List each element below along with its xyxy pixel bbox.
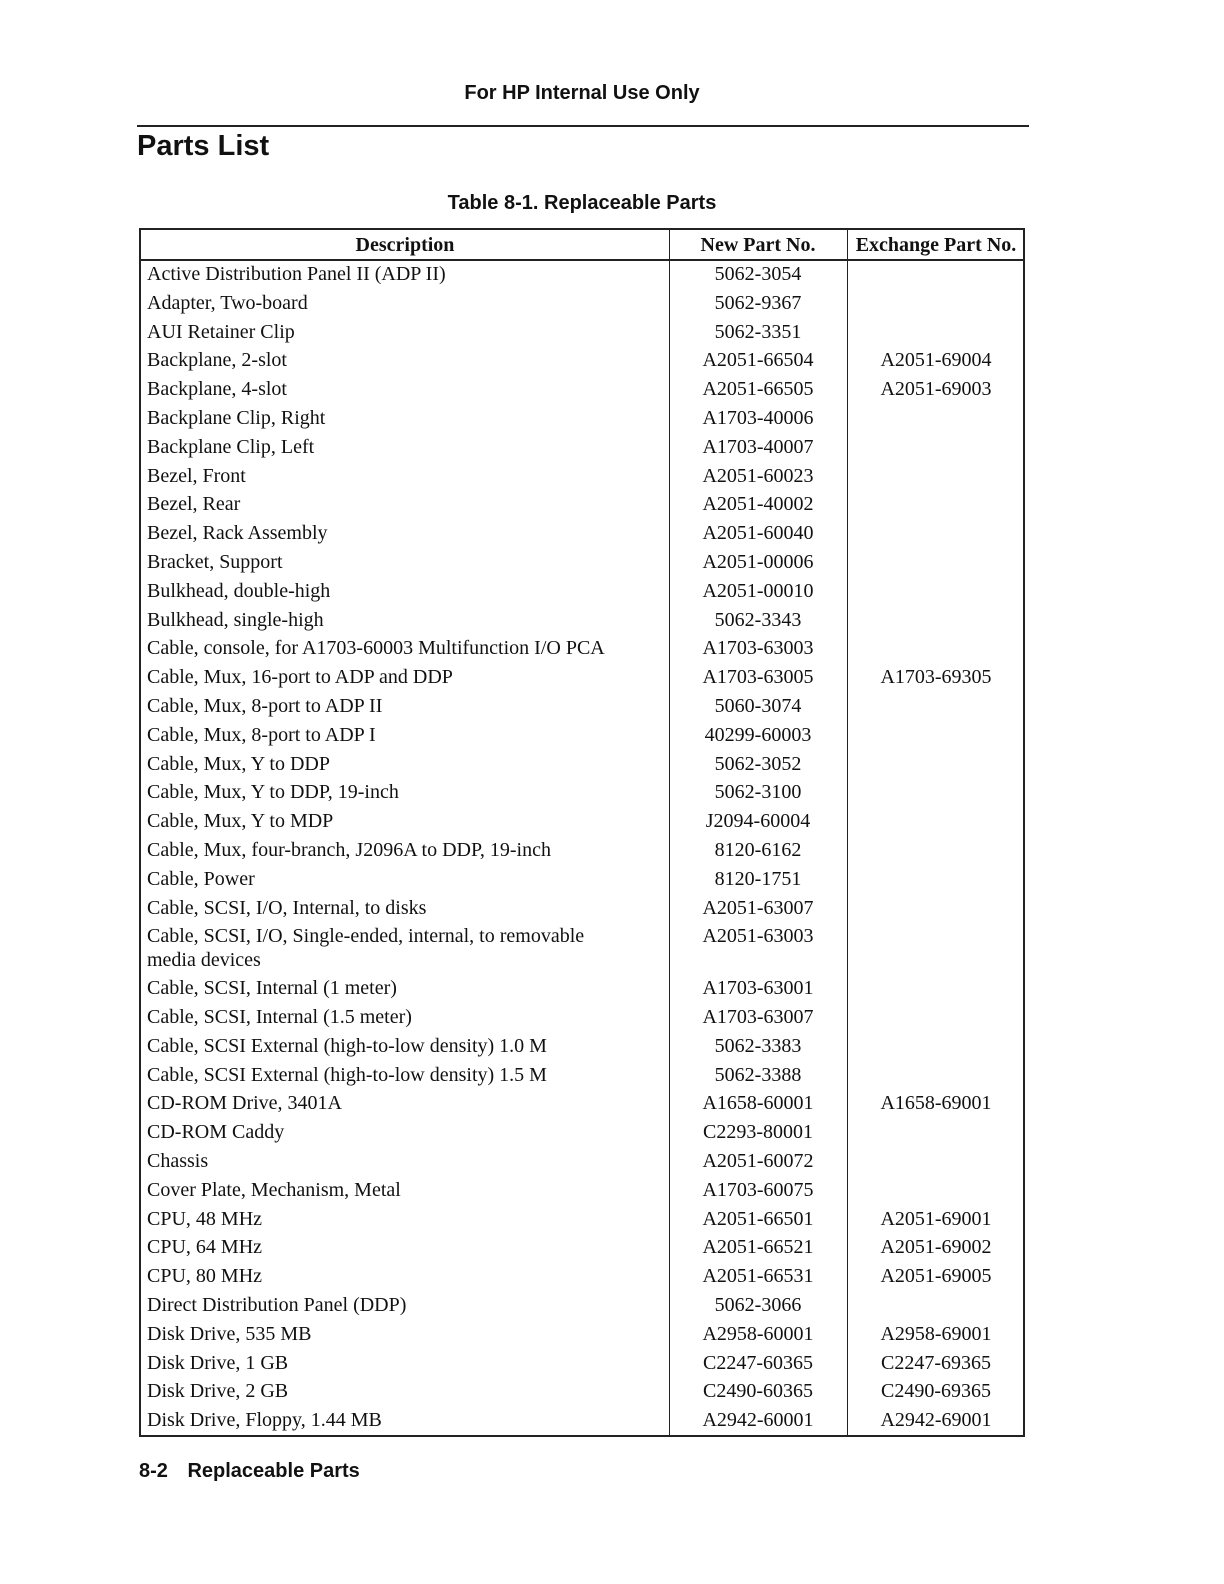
part-description-line: Cable, Mux, 16-port to ADP and DDP [147,666,453,689]
new-part-number: 40299-60003 [704,723,812,746]
part-description [147,1379,647,1403]
part-description [147,1293,647,1317]
part-description-line: CPU, 48 MHz [147,1207,263,1230]
new-part-number: A2958-60001 [702,1322,814,1345]
part-description [147,1149,647,1173]
part-description [147,291,647,315]
part-description-line: Bulkhead, double-high [147,579,331,602]
part-description-line: Backplane, 4-slot [147,378,287,401]
part-description-line: Disk Drive, 2 GB [147,1380,289,1403]
part-description-line: Backplane Clip, Left [147,435,315,458]
new-part-number: A1703-63005 [702,666,814,689]
part-description [147,636,647,660]
part-description [147,694,647,718]
new-part-number: C2247-60365 [703,1351,813,1374]
part-description-line: Disk Drive, Floppy, 1.44 MB [147,1409,382,1432]
part-description [147,1408,647,1432]
part-description [147,752,647,776]
header-rule [137,125,1029,127]
new-part-number: 8120-6162 [714,839,802,861]
part-description-line: CD-ROM Drive, 3401A [147,1092,342,1115]
new-part-number: A1703-60075 [702,1178,814,1201]
new-part-number: A1703-63001 [702,977,814,1000]
new-part-number: 5062-3066 [714,1294,802,1316]
part-description-line: Cable, SCSI, Internal (1 meter) [147,977,397,1000]
part-description-line: Cable, Mux, 8-port to ADP II [147,695,383,717]
part-description-line: Active Distribution Panel II (ADP II) [147,263,446,285]
part-description-line: Cable, Power [147,867,255,890]
part-description [147,262,647,286]
new-part-number: 5060-3074 [714,695,802,717]
exchange-part-number: A2051-69001 [880,1207,992,1230]
exchange-part-number: A2051-69005 [880,1265,992,1288]
part-description [147,1120,647,1144]
new-part-number: A2051-60023 [702,464,814,487]
part-description [147,1235,647,1259]
table-caption: Table 8-1. Replaceable Parts [447,192,717,214]
new-part-number: 5062-3383 [714,1034,802,1057]
part-description-line: Backplane, 2-slot [147,349,287,372]
part-description [147,320,647,344]
exchange-part-number: C2490-69365 [881,1380,991,1403]
replaceable-parts-table [139,228,1025,1437]
new-part-number: A2051-66504 [702,349,814,372]
new-part-number: A1703-63007 [702,1006,814,1028]
new-part-number: A2051-66531 [702,1265,814,1288]
part-description-line: Bracket, Support [147,551,283,573]
part-description-line: Cover Plate, Mechanism, Metal [147,1178,401,1201]
part-description [147,1351,647,1375]
part-description-line: media devices [147,949,261,972]
new-part-number: A2051-60072 [702,1150,814,1172]
new-part-number: A2051-66505 [702,378,814,401]
part-description-line: Cable, Mux, Y to DDP [147,752,330,775]
part-description-line: CPU, 64 MHz [147,1236,263,1259]
new-part-number: A2051-00010 [702,579,814,602]
part-description [147,809,647,833]
part-description [147,492,647,516]
new-part-number: A1703-40006 [702,407,814,429]
part-description-line: Cable, Mux, Y to DDP, 19-inch [147,781,399,804]
column-header-exchange-part-no: Exchange Part No. [855,234,1017,256]
new-part-number: A1658-60001 [702,1092,814,1115]
new-part-number: A2051-63007 [702,896,814,919]
part-description [147,406,647,430]
new-part-number: A2942-60001 [702,1409,814,1432]
part-description-line: Disk Drive, 535 MB [147,1322,312,1345]
part-description [147,723,647,747]
exchange-part-number: A2051-69003 [880,378,992,401]
section-title: Parts List [137,130,270,162]
new-part-number: A2051-00006 [702,551,814,573]
part-description [147,1005,647,1029]
exchange-part-number: A1658-69001 [880,1092,992,1115]
part-description [147,665,647,689]
part-description [147,1091,647,1115]
part-description [147,1178,647,1202]
part-description [147,521,647,545]
part-description [147,464,647,488]
exchange-part-number: A2958-69001 [880,1322,992,1345]
part-description [147,1063,647,1087]
new-part-number: 5062-3343 [714,608,802,631]
part-description [147,924,647,972]
part-description-line: Cable, SCSI, Internal (1.5 meter) [147,1006,412,1028]
new-part-number: A1703-63003 [702,637,814,660]
part-description-line: Bezel, Rack Assembly [147,522,328,545]
exchange-part-number: A1703-69305 [880,666,992,689]
part-description [147,1034,647,1058]
part-description [147,1264,647,1288]
new-part-number: 5062-3100 [714,781,802,804]
part-description-line: Chassis [147,1150,209,1172]
internal-use-notice: For HP Internal Use Only [464,82,700,104]
new-part-number: 5062-3388 [714,1063,802,1086]
part-description [147,1322,647,1346]
new-part-number: 5062-3052 [714,752,802,775]
part-description-line: Bulkhead, single-high [147,608,324,631]
part-description-line: Cable, SCSI, I/O, Internal, to disks [147,896,427,919]
table-header-row [141,230,1023,261]
part-description [147,838,647,862]
part-description-line: Cable, SCSI, I/O, Single-ended, internal, to removable [147,925,585,948]
new-part-number: 8120-1751 [714,867,802,890]
new-part-number: A2051-66521 [702,1236,814,1259]
part-description [147,377,647,401]
new-part-number: 5062-9367 [714,291,802,314]
part-description [147,976,647,1000]
page-number: 8-2 [139,1460,168,1482]
part-description-line: Disk Drive, 1 GB [147,1351,289,1374]
exchange-part-number: C2247-69365 [881,1351,991,1374]
new-part-number: C2490-60365 [703,1380,813,1403]
new-part-number: A2051-40002 [702,493,814,516]
part-description [147,1207,647,1231]
column-header-new-part-no: New Part No. [700,234,816,256]
new-part-number: J2094-60004 [705,810,811,833]
part-description-line: Bezel, Rear [147,493,241,516]
part-description-line: Backplane Clip, Right [147,407,326,429]
part-description [147,780,647,804]
part-description-line: Direct Distribution Panel (DDP) [147,1294,407,1316]
part-description-line: AUI Retainer Clip [147,320,295,343]
part-description-line: Cable, SCSI External (high-to-low density) 1.5 M [147,1063,547,1086]
part-description [147,579,647,603]
part-description [147,348,647,372]
new-part-number: A1703-40007 [702,435,814,458]
exchange-part-number: A2051-69002 [880,1236,992,1259]
new-part-number: A2051-66501 [702,1207,814,1230]
part-description-line: Cable, Mux, 8-port to ADP I [147,723,376,746]
part-description-line: CPU, 80 MHz [147,1265,263,1288]
part-description [147,608,647,632]
column-header-description: Description [355,234,455,256]
new-part-number: 5062-3351 [714,320,802,343]
part-description [147,867,647,891]
part-description [147,550,647,574]
part-description-line: Cable, Mux, four-branch, J2096A to DDP, 19-inch [147,839,551,861]
chapter-title: Replaceable Parts [187,1460,360,1482]
part-description-line: Bezel, Front [147,464,246,487]
new-part-number: C2293-80001 [703,1121,813,1144]
new-part-number: A2051-63003 [702,925,814,948]
new-part-number: A2051-60040 [702,522,814,545]
part-description [147,435,647,459]
part-description-line: Cable, console, for A1703-60003 Multifunction I/O PCA [147,637,605,660]
part-description-line: CD-ROM Caddy [147,1121,285,1144]
new-part-number: 5062-3054 [714,263,802,285]
exchange-part-number: A2942-69001 [880,1409,992,1432]
part-description [147,896,647,920]
part-description-line: Cable, SCSI External (high-to-low density) 1.0 M [147,1034,547,1057]
part-description-line: Adapter, Two-board [147,291,308,314]
exchange-part-number: A2051-69004 [880,349,992,372]
part-description-line: Cable, Mux, Y to MDP [147,810,334,833]
page-footer [139,1460,360,1483]
